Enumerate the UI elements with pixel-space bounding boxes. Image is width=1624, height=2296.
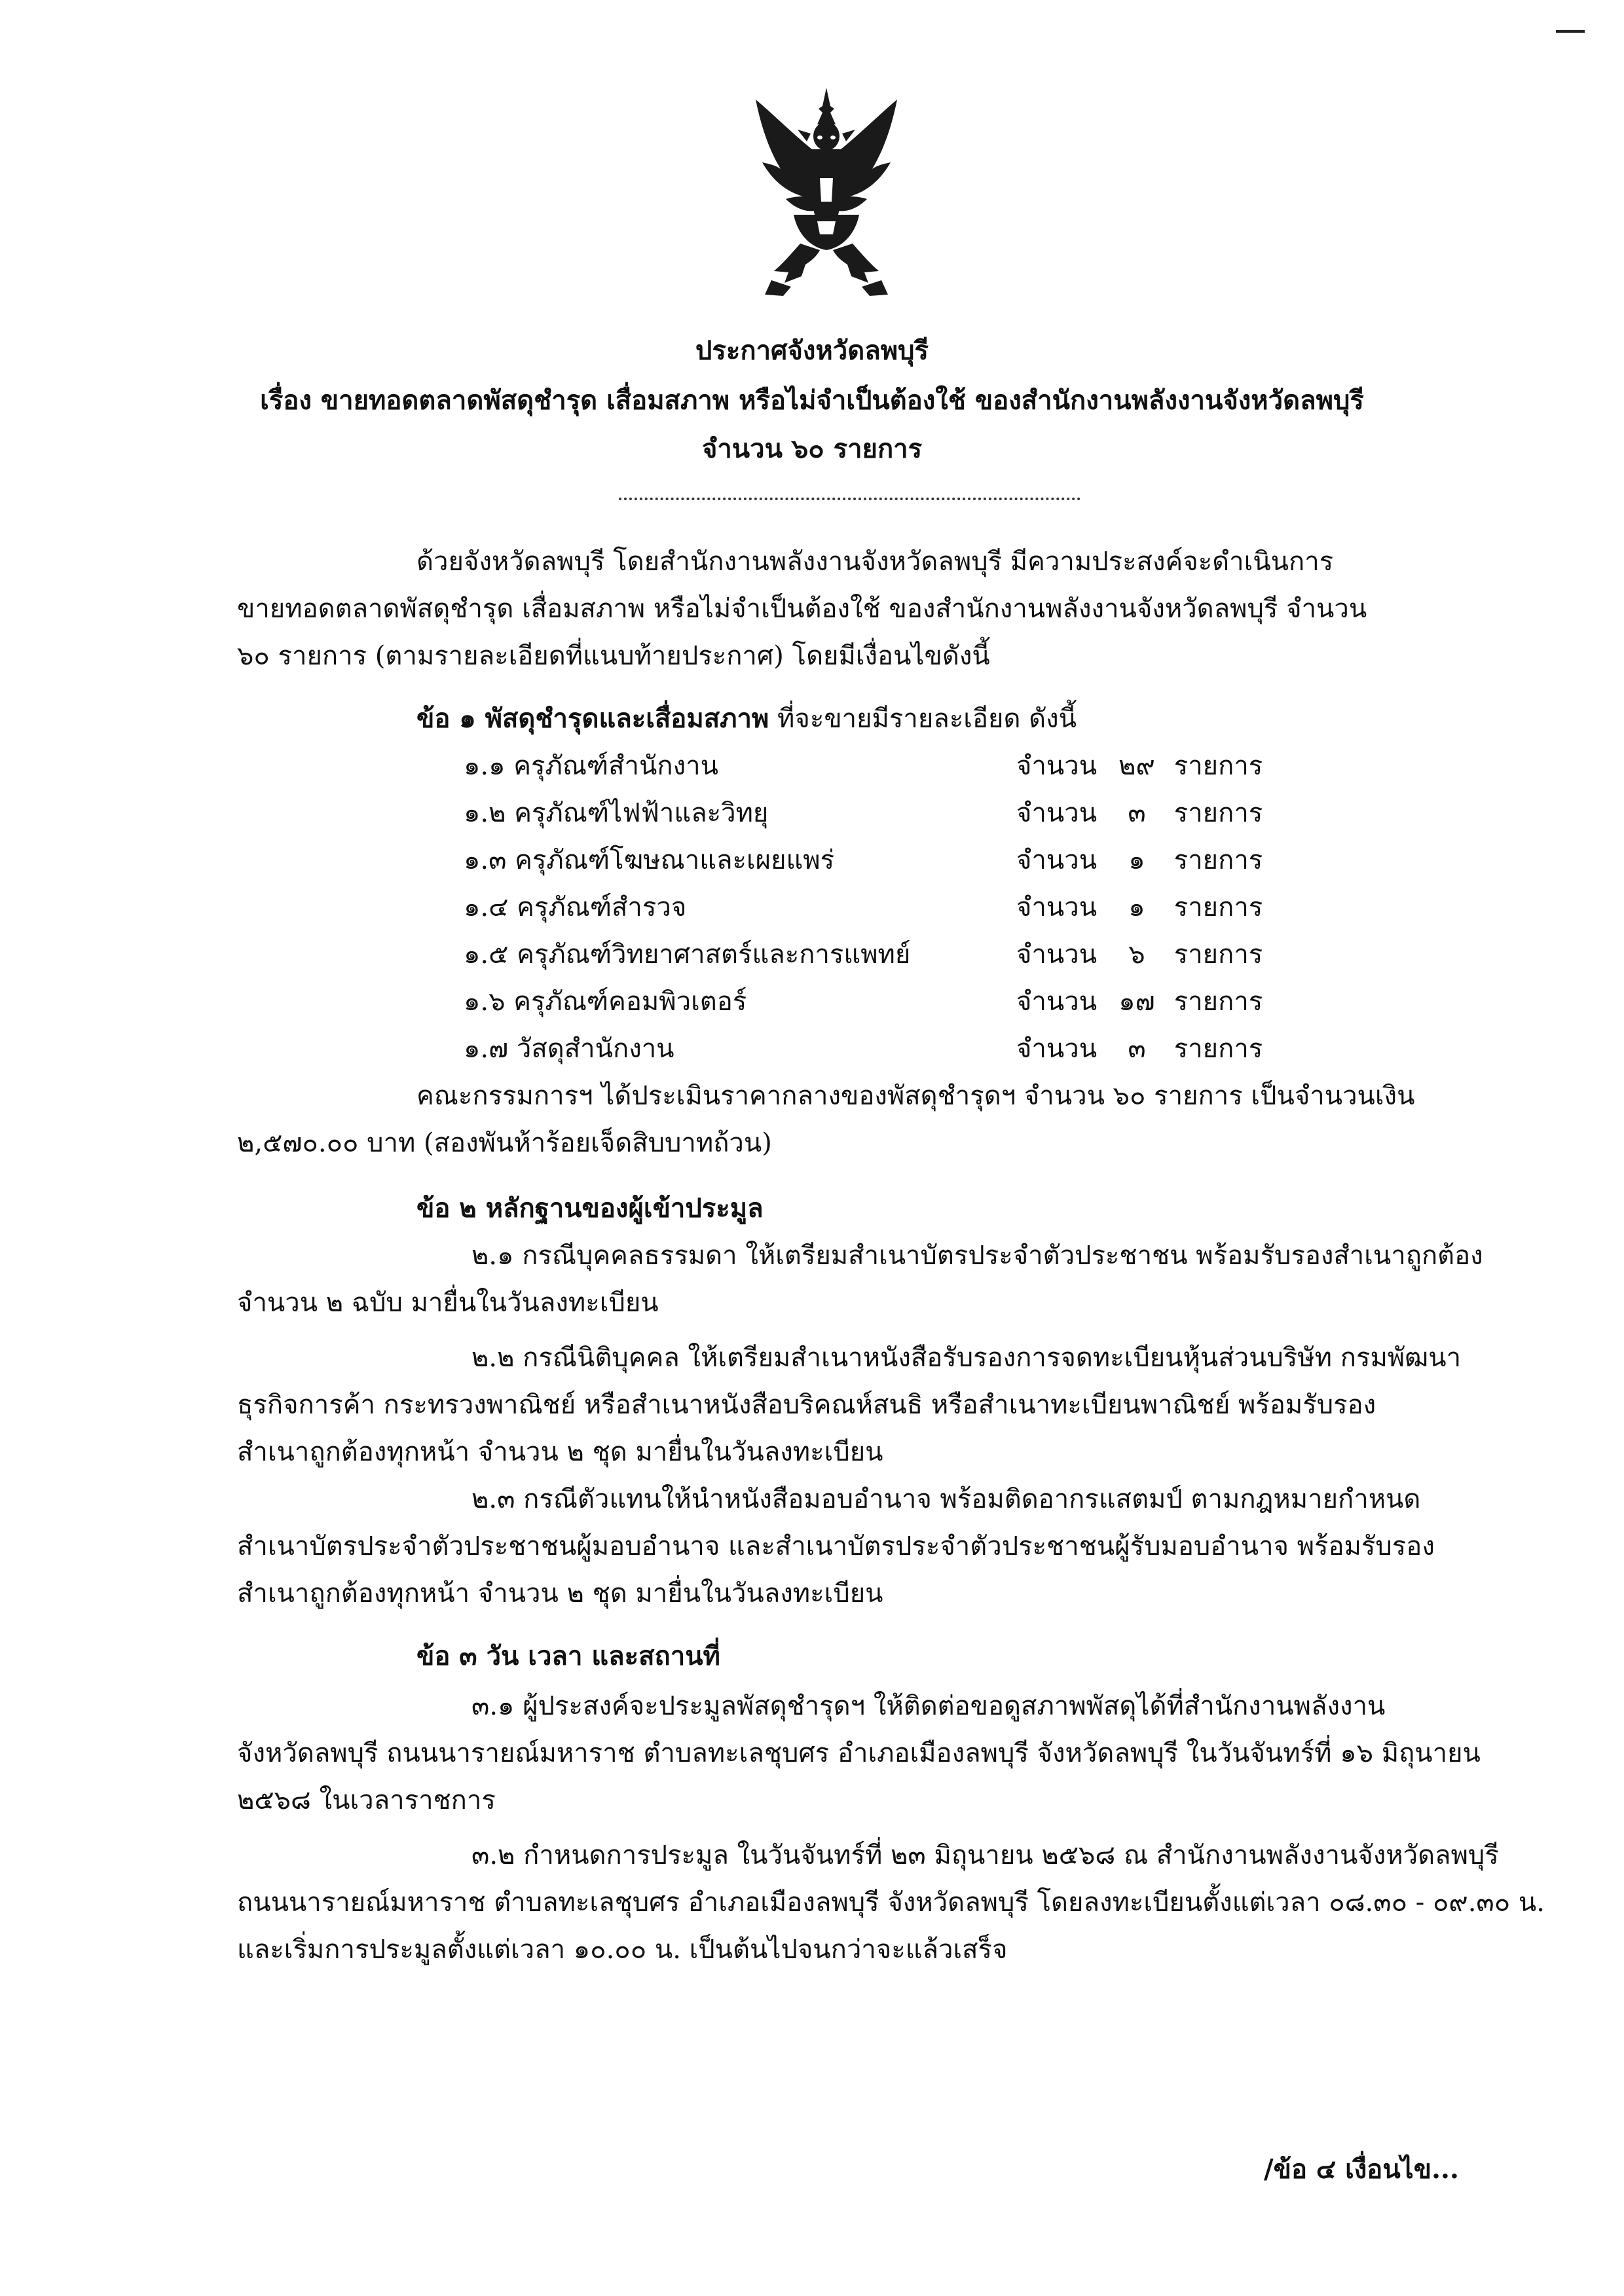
clause-3-line: จังหวัดลพบุรี ถนนนารายณ์มหาราช ตำบลทะเลชุบศร อำเภอเมืองลพบุรี จังหวัดลพบุรี ในวันจันทร์ที่ ๑๖ มิถุนายน — [237, 1738, 1481, 1768]
clause-2-line: ๒.๒ กรณีนิติบุคคล ให้เตรียมสำเนาหนังสือรับรองการจดทะเบียนหุ้นส่วนบริษัท กรมพัฒนา — [471, 1343, 1462, 1373]
list-item-qty: จำนวน ๓ รายการ — [1016, 1034, 1263, 1064]
clause-3-line: และเริ่มการประมูลตั้งแต่เวลา ๑๐.๐๐ น. เป็นต้นไปจนกว่าจะแล้วเสร็จ — [237, 1935, 1008, 1965]
clause-2-line: สำเนาบัตรประจำตัวประชาชนผู้มอบอำนาจ และสำเนาบัตรประจำตัวประชาชนผู้รับมอบอำนาจ พร้อมรับรอง — [237, 1531, 1435, 1561]
list-item-label: ๑.๗ วัสดุสำนักงาน — [464, 1034, 674, 1064]
list-item-label: ๑.๕ ครุภัณฑ์วิทยาศาสตร์และการแพทย์ — [464, 939, 911, 970]
list-item-label: ๑.๓ ครุภัณฑ์โฆษณาและเผยแพร่ — [464, 845, 835, 875]
list-item-label: ๑.๔ ครุภัณฑ์สำรวจ — [464, 892, 687, 922]
clause-3-line: ถนนนารายณ์มหาราช ตำบลทะเลชุบศร อำเภอเมืองลพบุรี จังหวัดลพบุรี โดยลงทะเบียนตั้งแต่เวลา ๐๘.๓๐ - ๐๙.๓๐ น. — [237, 1887, 1545, 1918]
intro-line: ๖๐ รายการ (ตามรายละเอียดที่แนบท้ายประกาศ) โดยมีเงื่อนไขดังนี้ — [237, 641, 990, 671]
list-item-qty: จำนวน ๖ รายการ — [1016, 939, 1263, 970]
intro-line: ด้วยจังหวัดลพบุรี โดยสำนักงานพลังงานจังหวัดลพบุรี มีความประสงค์จะดำเนินการ — [416, 547, 1334, 577]
valuation-line: คณะกรรมการฯ ได้ประเมินราคากลางของพัสดุชำรุดฯ จำนวน ๖๐ รายการ เป็นจำนวนเงิน — [416, 1081, 1415, 1111]
clause-1-heading-rest: ที่จะขายมีรายละเอียด ดังนี้ — [769, 704, 1077, 734]
clause-1-heading-bold: ข้อ ๑ พัสดุชำรุดและเสื่อมสภาพ — [416, 703, 769, 734]
clause-3-heading: ข้อ ๓ วัน เวลา และสถานที่ — [416, 1641, 720, 1671]
list-item-qty: จำนวน ๑ รายการ — [1016, 892, 1263, 922]
clause-3-line: ๒๕๖๘ ในเวลาราชการ — [237, 1785, 496, 1815]
title-separator — [619, 498, 1080, 500]
clause-2-line: ๒.๓ กรณีตัวแทนให้นำหนังสือมอบอำนาจ พร้อมติดอากรแสตมป์ ตามกฎหมายกำหนด — [471, 1484, 1421, 1514]
garuda-emblem — [752, 86, 901, 301]
list-item-qty: จำนวน ๑๗ รายการ — [1016, 987, 1263, 1017]
intro-line: ขายทอดตลาดพัสดุชำรุด เสื่อมสภาพ หรือไม่จำเป็นต้องใช้ ของสำนักงานพลังงานจังหวัดลพบุรี จำนวน — [237, 594, 1367, 624]
clause-2-line: สำเนาถูกต้องทุกหน้า จำนวน ๒ ชุด มายื่นในวันลงทะเบียน — [237, 1578, 883, 1609]
corner-mark — [1556, 30, 1585, 33]
clause-2-line: ธุรกิจการค้า กระทรวงพาณิชย์ หรือสำเนาหนังสือบริคณห์สนธิ หรือสำเนาทะเบียนพาณิชย์ พร้อมรับรอง — [237, 1390, 1376, 1420]
document-subject: เรื่อง ขายทอดตลาดพัสดุชำรุด เสื่อมสภาพ หรือไม่จำเป็นต้องใช้ ของสำนักงานพลังงานจังหวัดลพบุรี — [260, 385, 1364, 416]
document-title: ประกาศจังหวัดลพบุรี — [695, 335, 929, 366]
clause-2-line: จำนวน ๒ ฉบับ มายื่นในวันลงทะเบียน — [237, 1288, 659, 1318]
clause-3-line: ๓.๑ ผู้ประสงค์จะประมูลพัสดุชำรุดฯ ให้ติดต่อขอดูสภาพพัสดุได้ที่สำนักงานพลังงาน — [471, 1691, 1386, 1721]
list-item-qty: จำนวน ๑ รายการ — [1016, 845, 1263, 875]
continued-marker: /ข้อ ๔ เงื่อนไข... — [1264, 2154, 1459, 2185]
list-item-qty: จำนวน ๒๙ รายการ — [1016, 751, 1263, 781]
list-item-label: ๑.๑ ครุภัณฑ์สำนักงาน — [464, 751, 718, 781]
clause-1-heading — [416, 701, 1077, 737]
valuation-line: ๒,๕๗๐.๐๐ บาท (สองพันห้าร้อยเจ็ดสิบบาทถ้วน) — [237, 1128, 772, 1158]
document-item-count: จำนวน ๖๐ รายการ — [701, 433, 923, 464]
clause-2-heading: ข้อ ๒ หลักฐานของผู้เข้าประมูล — [416, 1193, 764, 1224]
clause-3-line: ๓.๒ กำหนดการประมูล ในวันจันทร์ที่ ๒๓ มิถุนายน ๒๕๖๘ ณ สำนักงานพลังงานจังหวัดลพบุรี — [471, 1840, 1499, 1870]
list-item-qty: จำนวน ๓ รายการ — [1016, 798, 1263, 828]
list-item-label: ๑.๒ ครุภัณฑ์ไฟฟ้าและวิทยุ — [464, 798, 769, 828]
clause-2-line: ๒.๑ กรณีบุคคลธรรมดา ให้เตรียมสำเนาบัตรประจำตัวประชาชน พร้อมรับรองสำเนาถูกต้อง — [471, 1241, 1483, 1271]
clause-2-line: สำเนาถูกต้องทุกหน้า จำนวน ๒ ชุด มายื่นในวันลงทะเบียน — [237, 1437, 883, 1467]
list-item-label: ๑.๖ ครุภัณฑ์คอมพิวเตอร์ — [464, 987, 747, 1017]
